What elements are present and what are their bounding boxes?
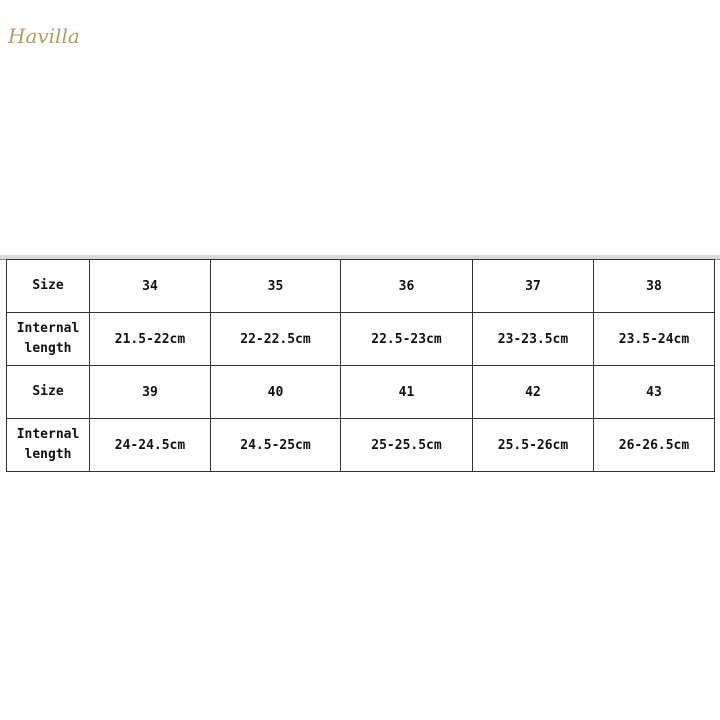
length-label [7,313,90,366]
length-cell: 24.5-25cm [211,419,341,472]
length-label-line2: length [24,447,72,462]
length-cell: 26-26.5cm [594,419,715,472]
length-label-line2: length [24,341,72,356]
length-cell: 25.5-26cm [473,419,594,472]
size-row [7,260,715,313]
size-cell: 34 [90,260,211,313]
length-row [7,419,715,472]
size-cell: 42 [473,366,594,419]
size-cell: 35 [211,260,341,313]
length-cell: 23.5-24cm [594,313,715,366]
size-cell: 43 [594,366,715,419]
size-cell: 39 [90,366,211,419]
size-cell: 37 [473,260,594,313]
size-label: Size [7,366,90,419]
length-label-line1: Internal [16,427,80,442]
size-cell: 36 [341,260,473,313]
size-cell: 38 [594,260,715,313]
length-cell: 25-25.5cm [341,419,473,472]
size-chart-table [6,259,715,472]
length-cell: 21.5-22cm [90,313,211,366]
length-row [7,313,715,366]
length-cell: 22.5-23cm [341,313,473,366]
length-label [7,419,90,472]
size-cell: 40 [211,366,341,419]
size-label: Size [7,260,90,313]
length-cell: 24-24.5cm [90,419,211,472]
size-cell: 41 [341,366,473,419]
length-label-line1: Internal [16,321,80,336]
length-cell: 22-22.5cm [211,313,341,366]
size-row [7,366,715,419]
length-cell: 23-23.5cm [473,313,594,366]
brand-logo: Havilla [8,24,80,48]
